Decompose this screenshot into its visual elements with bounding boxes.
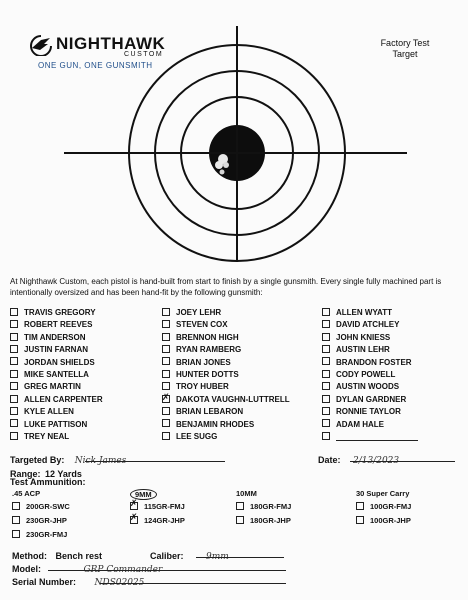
checkbox[interactable] [162,382,170,390]
checkbox[interactable] [12,516,20,524]
checkbox[interactable] [322,345,330,353]
checkbox[interactable] [162,407,170,415]
checkbox[interactable] [236,502,244,510]
gunsmith-item[interactable] [162,369,290,381]
date-row: Date: 2/13/2023 [318,450,458,464]
target-graphic [0,0,468,270]
checkbox[interactable] [162,308,170,316]
gunsmith-name: JOEY LEHR [176,308,222,317]
ammo-option[interactable]: 230GR-JHP [12,516,67,525]
ammo-option[interactable]: 100GR-FMJ [356,502,411,511]
gunsmith-item[interactable] [10,431,103,443]
targeted-by-row: Targeted By: Nick James [10,450,225,464]
gunsmith-item[interactable] [162,307,290,319]
checkbox[interactable] [356,516,364,524]
checkbox[interactable] [162,320,170,328]
gunsmith-name: BRIAN LEBARON [176,407,244,417]
gunsmith-name: TROY HUBER [176,382,229,392]
gunsmith-item[interactable] [162,319,290,331]
checkbox[interactable] [162,395,170,403]
gunsmith-name: ROBERT REEVES [24,320,93,330]
serial-row: Serial Number: NDS02025 [12,572,287,584]
ammo-option[interactable]: ✗115GR-FMJ [130,502,185,511]
gunsmith-item[interactable] [10,319,103,331]
ammo-option[interactable]: 230GR-FMJ [12,530,67,539]
gunsmith-item[interactable] [162,419,290,431]
checkbox[interactable] [10,395,18,403]
gunsmith-item[interactable] [162,332,290,344]
checkbox[interactable] [10,345,18,353]
gunsmith-name: BENJAMIN RHODES [176,419,255,429]
model-row: Model: GRP Commander [12,559,287,571]
checkbox[interactable] [162,419,170,427]
gunsmith-name: AUSTIN WOODS [336,382,400,392]
checkbox[interactable] [10,357,18,365]
caliber-row: Caliber: 9mm [150,546,285,558]
brand-tagline: ONE GUN, ONE GUNSMITH [38,61,153,70]
checkbox[interactable] [12,530,20,538]
gunsmith-name: RONNIE TAYLOR [336,407,401,417]
checkbox[interactable] [162,357,170,365]
checkbox[interactable] [10,320,18,328]
checkbox[interactable] [162,370,170,378]
gunsmith-item[interactable] [322,406,418,418]
gunsmith-name: STEVEN COX [176,320,228,330]
gunsmith-item[interactable] [10,406,103,418]
gunsmith-name: DYLAN GARDNER [336,394,407,404]
checkbox[interactable] [130,502,138,510]
gunsmith-item[interactable] [10,357,103,369]
checkbox[interactable] [322,357,330,365]
gunsmith-item[interactable] [322,344,418,356]
gunsmith-item[interactable] [322,357,418,369]
gunsmith-column-1 [10,307,103,443]
ammo-option[interactable]: 180GR-JHP [236,516,291,525]
gunsmith-column-3 [322,307,418,443]
checkbox[interactable] [10,333,18,341]
test-ammunition-label: Test Ammunition: [10,477,86,487]
document-title: Factory Test Target [380,38,430,59]
caliber-9mm: 9MM [130,489,157,500]
checkbox[interactable] [10,382,18,390]
checkbox[interactable] [322,407,330,415]
gunsmith-name: AUSTIN LEHR [336,345,390,355]
gunsmith-name: RYAN RAMBERG [176,345,242,355]
gunsmith-item[interactable] [322,319,418,331]
gunsmith-name: DAKOTA VAUGHN-LUTTRELL [176,394,290,404]
gunsmith-name: ALLEN CARPENTER [24,394,103,404]
gunsmith-item[interactable] [162,357,290,369]
checkbox[interactable] [10,432,18,440]
gunsmith-item[interactable] [322,394,418,406]
targeted-by-value[interactable]: Nick James [74,456,127,466]
gunsmith-name: HUNTER DOTTS [176,369,239,379]
intro-paragraph: At Nighthawk Custom, each pistol is hand-built from start to finish by a single gunsmith. Every single fully machined part is intentionally oversized and has been hand-fit by the following gunsmith: [10,277,442,297]
gunsmith-name: TIM ANDERSON [24,332,86,342]
gunsmith-item[interactable] [10,419,103,431]
gunsmith-name: JUSTIN FARNAN [24,345,89,355]
model-value[interactable]: GRP Commander [83,565,163,575]
checkbox[interactable] [10,419,18,427]
gunsmith-name: BRIAN JONES [176,357,231,367]
gunsmith-item[interactable] [162,381,290,393]
checkbox[interactable] [322,320,330,328]
gunsmith-name: JOHN KNIESS [336,332,391,342]
method-row: Method: Bench rest [12,551,102,561]
gunsmith-item[interactable] [162,406,290,418]
gunsmith-name: TREY NEAL [24,431,70,441]
serial-value[interactable]: NDS02025 [94,578,145,588]
gunsmith-name: ADAM HALE [336,419,384,429]
gunsmith-item[interactable] [162,394,290,406]
gunsmith-name: JORDAN SHIELDS [24,357,95,367]
caliber-30-super-carry: 30 Super Carry [356,489,410,498]
checkbox[interactable] [162,432,170,440]
checkbox[interactable] [322,419,330,427]
gunsmith-name: KYLE ALLEN [24,407,74,417]
checkbox[interactable] [322,308,330,316]
date-value[interactable]: 2/13/2023 [352,456,400,466]
brand-sub: CUSTOM [124,51,164,58]
caliber-value[interactable]: 9mm [205,552,229,562]
ammo-option[interactable]: 100GR-JHP [356,516,411,525]
checkbox[interactable] [322,333,330,341]
ammo-option[interactable]: 180GR-FMJ [236,502,291,511]
checkbox[interactable] [322,370,330,378]
gunsmith-item[interactable] [10,369,103,381]
gunsmith-item[interactable] [322,307,418,319]
checkbox[interactable] [236,516,244,524]
gunsmith-item[interactable] [322,419,418,431]
gunsmith-name: TRAVIS GREGORY [24,308,96,317]
gunsmith-item[interactable] [10,381,103,393]
gunsmith-name: LUKE PATTISON [24,419,88,429]
gunsmith-item[interactable] [10,344,103,356]
gunsmith-item[interactable] [162,344,290,356]
checkbox[interactable] [12,502,20,510]
checkbox[interactable] [162,333,170,341]
checkbox[interactable] [10,308,18,316]
ammo-option[interactable]: 200GR-SWC [12,502,70,511]
gunsmith-item[interactable] [10,307,103,319]
caliber-45acp: .45 ACP [12,489,41,498]
gunsmith-item[interactable] [322,332,418,344]
gunsmith-name: BRANDON FOSTER [336,357,412,367]
checkbox[interactable] [10,407,18,415]
checkbox[interactable] [322,395,330,403]
gunsmith-column-2 [162,307,290,443]
gunsmith-name: BRENNON HIGH [176,332,239,342]
gunsmith-item[interactable] [10,394,103,406]
checkbox[interactable] [322,382,330,390]
checkbox[interactable] [10,370,18,378]
checkbox[interactable] [162,345,170,353]
caliber-10mm: 10MM [236,489,257,498]
brand-name: NIGHTHAWK [56,34,166,53]
gunsmith-item[interactable] [322,381,418,393]
ammo-option[interactable]: ✗124GR-JHP [130,516,185,525]
gunsmith-name: DAVID ATCHLEY [336,320,400,330]
gunsmith-name: GREG MARTIN [24,382,81,392]
gunsmith-item[interactable] [162,431,290,443]
gunsmith-item[interactable] [322,369,418,381]
gunsmith-item[interactable] [10,332,103,344]
range-value: 12 Yards [44,469,82,479]
checkbox[interactable] [322,432,330,440]
checkbox[interactable] [130,516,138,524]
gunsmith-item[interactable] [322,431,418,443]
range-row: Range: 12 Yards [10,469,82,479]
checkbox[interactable] [356,502,364,510]
method-value: Bench rest [55,551,102,561]
gunsmith-name: MIKE SANTELLA [24,369,89,379]
gunsmith-name: ALLEN WYATT [336,308,392,317]
blank-name-line[interactable] [336,432,418,441]
gunsmith-name: CODY POWELL [336,369,396,379]
gunsmith-name: LEE SUGG [176,431,218,441]
